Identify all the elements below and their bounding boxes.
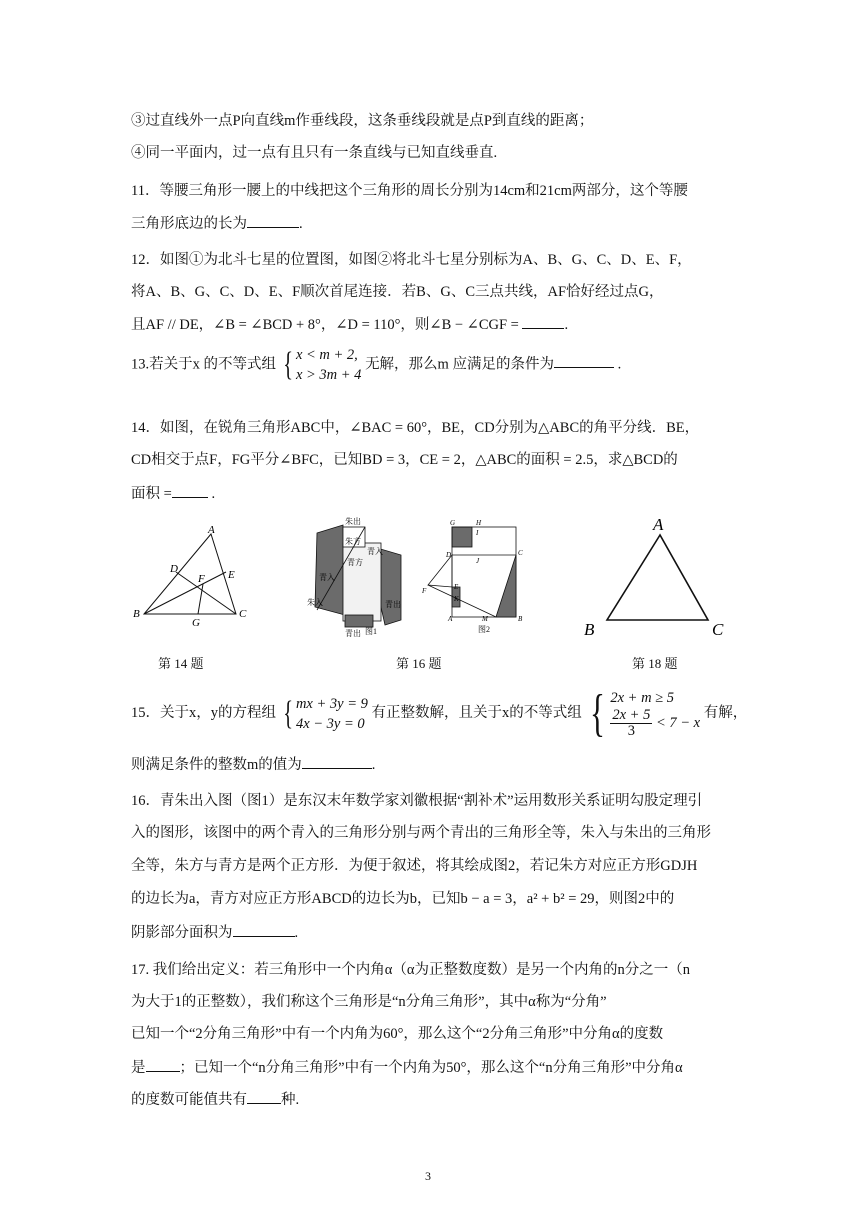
equation-system: { mx + 3y = 9 4x − 3y = 0 xyxy=(282,694,368,732)
question-12: 将A、B、G、C、D、E、F顺次首尾连接．若B、G、C三点共线，AF恰好经过点G， xyxy=(131,284,664,300)
label: C xyxy=(712,620,724,639)
answer-blank[interactable] xyxy=(554,359,614,368)
question-17: 已知一个“2分角三角形”中有一个内角为60°，那么这个“2分角三角形”中分角α的度数 xyxy=(131,1026,664,1042)
label: 青入 xyxy=(319,573,335,582)
label: E xyxy=(454,583,459,591)
caption-14: 第 14 题 xyxy=(158,656,204,671)
label: F xyxy=(422,587,427,595)
question-15: 则满足条件的整数m的值为 . xyxy=(131,754,375,775)
label: B xyxy=(518,615,523,623)
label: B xyxy=(133,608,140,620)
text: 15．关于x，y的方程组 xyxy=(131,704,276,721)
question-16: 阴影部分面积为 . xyxy=(131,922,298,943)
label: A xyxy=(208,524,215,536)
text: 面积 = xyxy=(131,486,172,502)
caption-16: 第 16 题 xyxy=(396,656,442,671)
question-17 xyxy=(131,1089,299,1110)
answer-blank[interactable] xyxy=(302,754,372,769)
label: D xyxy=(170,563,178,575)
label: G xyxy=(450,519,456,527)
text: 则满足条件的整数m的值为 xyxy=(131,757,302,773)
label: 朱入 xyxy=(307,598,323,607)
label: C xyxy=(518,549,523,557)
question-14: 面积 = . xyxy=(131,483,215,504)
text: 三角形底边的长为 xyxy=(131,216,247,232)
label: 青出 xyxy=(385,600,401,609)
question-11: 三角形底边的长为 . xyxy=(131,213,303,234)
answer-blank[interactable] xyxy=(522,314,564,329)
question-17: 17. 我们给出定义：若三角形中一个内角α（α为正整数度数）是另一个内角的n分之一（n xyxy=(131,962,690,978)
label: H xyxy=(476,519,482,527)
question-17: 为大于1的正整数），我们称这个三角形是“n分角三角形”，其中α称为“分角” xyxy=(131,994,607,1010)
label: A xyxy=(448,615,453,623)
row: x > 3m + 4 xyxy=(295,367,362,383)
figure-caption: 图1 xyxy=(365,627,377,636)
label: B xyxy=(584,620,595,639)
label: 青方 xyxy=(347,558,363,567)
label: F xyxy=(198,573,205,585)
denominator: 3 xyxy=(627,723,635,739)
label: D xyxy=(446,551,452,559)
text: ；已知一个“n分角三角形”中有一个内角为50°，那么这个“n分角三角形”中分角α xyxy=(179,1060,683,1076)
row: mx + 3y = 9 xyxy=(295,695,368,712)
label: E xyxy=(228,569,235,581)
label: 朱方 xyxy=(345,537,361,546)
numerator: 2x + 5 xyxy=(612,707,651,723)
text: 且AF // DE，∠B = ∠BCD + 8°，∠D = 110°，则∠B − ∠CGF = xyxy=(131,317,519,333)
question-14: CD相交于点F，FG平分∠BFC，已知BD = 3，CE = 2，△ABC的面积 = 2.5，求△BCD的 xyxy=(131,452,678,468)
question-16: 的边长为a，青方对应正方形ABCD的边长为b，已知b − a = 3，a² + b² = 29，则图2中的 xyxy=(131,891,675,907)
row: < 7 − x xyxy=(655,714,701,731)
label: G xyxy=(192,617,200,629)
text: 是 xyxy=(131,1060,146,1076)
label: M xyxy=(482,615,488,623)
text-line: ③过直线外一点P向直线m作垂线段，这条垂线段就是点P到直线的距离； xyxy=(131,113,594,129)
text: 无解，那么m 应满足的条件为 xyxy=(365,356,554,373)
text-line: ④同一平面内，过一点有且只有一条直线与已知直线垂直. xyxy=(131,145,498,161)
figure-14 xyxy=(128,522,258,632)
question-15 xyxy=(131,684,748,742)
text: 有正整数解，且关于x的不等式组 xyxy=(371,704,582,721)
text: 13.若关于x 的不等式组 xyxy=(131,356,276,373)
row: 4x − 3y = 0 xyxy=(295,715,365,732)
text: 阴影部分面积为 xyxy=(131,925,233,941)
label: C xyxy=(239,608,247,620)
label: 青入 xyxy=(367,547,383,556)
question-17 xyxy=(131,1057,683,1078)
figure-18 xyxy=(580,510,730,645)
answer-blank[interactable] xyxy=(146,1057,180,1072)
question-16: 全等，朱方与青方是两个正方形．为便于叙述，将其绘成图2，若记朱方对应正方形GDJH xyxy=(131,858,698,874)
row: 2x + m ≥ 5 xyxy=(610,690,674,706)
question-16: 16．青朱出入图（图1）是东汉末年数学家刘徽根据“割补术”运用数形关系证明勾股定理引 xyxy=(131,793,703,809)
question-12: 且AF // DE，∠B = ∠BCD + 8°，∠D = 110°，则∠B − ∠CGF = . xyxy=(131,314,568,335)
row: x < m + 2, xyxy=(295,347,358,363)
label: I xyxy=(476,529,479,537)
figure-16-1 xyxy=(305,515,415,640)
label: J xyxy=(476,557,480,565)
label: 青出 xyxy=(345,629,361,638)
answer-blank[interactable] xyxy=(233,922,295,937)
answer-blank[interactable] xyxy=(172,483,208,498)
label: K xyxy=(454,595,459,603)
text: 有解， xyxy=(703,704,748,721)
inequality-system: { x < m + 2, x > 3m + 4 xyxy=(282,346,362,383)
question-13: 13.若关于x 的不等式组 { x < m + 2, x > 3m + 4 无解，那么m 应满足的条件为 . xyxy=(131,346,622,383)
caption-18: 第 18 题 xyxy=(632,656,678,671)
question-11: 11．等腰三角形一腰上的中线把这个三角形的周长分别为14cm和21cm两部分，这个等腰 xyxy=(131,183,688,199)
answer-blank[interactable] xyxy=(247,213,299,228)
question-12: 12．如图①为北斗七星的位置图，如图②将北斗七星分别标为A、B、G、C、D、E、F， xyxy=(131,252,692,268)
figure-16-2 xyxy=(420,515,530,630)
figure-caption: 图2 xyxy=(478,625,490,634)
inequality-system: { 2x + m ≥ 5 $\frac{2x + 5}{3} < 7 - x$ xyxy=(590,684,701,742)
question-14: 14．如图，在锐角三角形ABC中，∠BAC = 60°，BE，CD分别为△ABC的角平分线．BE， xyxy=(131,420,700,436)
text: 种. xyxy=(281,1092,300,1108)
label: A xyxy=(653,515,664,534)
page-number: 3 xyxy=(425,1169,431,1183)
question-16: 入的图形，该图中的两个青入的三角形分别与两个青出的三角形全等，朱入与朱出的三角形 xyxy=(131,825,711,841)
text: 的度数可能值共有 xyxy=(131,1092,247,1108)
answer-blank[interactable] xyxy=(247,1089,281,1104)
label: 朱出 xyxy=(345,517,361,526)
